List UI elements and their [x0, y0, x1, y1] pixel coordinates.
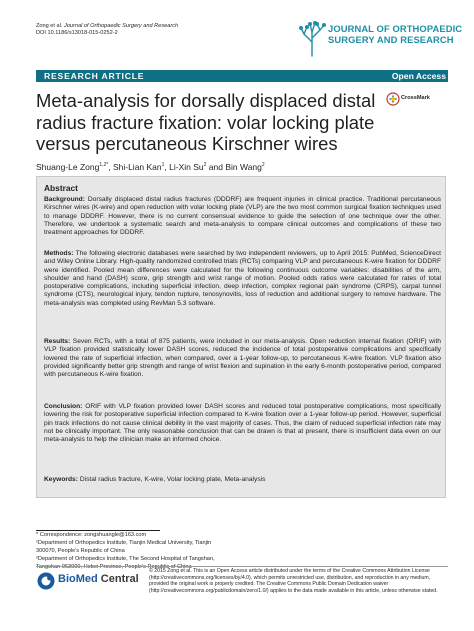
- abstract-results: Results: Seven RCTs, with a total of 875 patients, were included in our meta-analysis. Open reduction internal fixation (ORIF) with VLP fixation provided statistically lower DASH scores, reduced the incidence of total postoperative complications and specifically lowered the rate of superficial infection, when compared, over a 1-year follow-up, to percutaneous K-wire fixation. VLP fixation also provided significantly better grip strength and range of wrist flexion and supination in the early 6-month postoperative period, compared with percutaneous K-wire fixation.: [44, 338, 441, 379]
- author[interactable]: Shi-Lian Kan: [112, 162, 162, 172]
- abstract-background: Background: Dorsally displaced distal radius fractures (DDDRF) are frequent injuries in clinical practice. Traditional percutaneous Kirschner wires (K-wire) and open reduction with volar locking plate (VLP) are the two most common surgical fixation techniques used to manage DDDRF. However, there is no current consensual evidence to guide the selection of one technique over the other. Therefore, we undertook a systematic search and meta-analysis to compare clinical outcomes and complications of these two treatment approaches for DDDRF.: [44, 196, 441, 237]
- article-type: RESEARCH ARTICLE: [44, 71, 145, 81]
- author[interactable]: Li-Xin Su: [169, 162, 204, 172]
- license-text: © 2015 Zong et al. This is an Open Access article distributed under the terms of the Creative Commons Attribution License (http://creativecommons.org/licenses/by/4.0), which permits unrestricted use, distribution, and reproduction in any medium, provided the original work is properly credited. The Creative Commons Public Domain Dedication waiver (http://creativecommons.org/publicdomain/zero/1.0/) applies to the data made available in this article, unless otherwise stated.: [149, 568, 438, 595]
- open-access-label: Open Access: [391, 71, 446, 81]
- citation-line-1: Zong et al. Journal of Orthopaedic Surgery and Research: [36, 23, 179, 29]
- affiliation: Tangshan 063000, Hebei Province, People's Republic of China: [36, 563, 192, 570]
- biomed-central-logo-text: BioMed Central: [58, 573, 139, 585]
- abstract-conclusion: Conclusion: ORIF with VLP fixation provided lower DASH scores and reduced total postoperative complications, most specifically lowering the risk for postoperative superficial infection compared to K-wire fixation over a 1-year follow-up period. However, superficial pin track infections do not cause clinical debility in the vast majority of cases. Thus, the claim of reduced superficial infection rate may not be clinically important. The only reasonable conclusion that can be drawn is that at present, there is insufficient data even on our meta-analysis to help the clinician make an informed choice.: [44, 403, 441, 444]
- footnote-divider: [36, 530, 160, 531]
- author-list: Shuang-Le Zong$^{1,2*}$, Shi-Lian Kan$^1$, Li-Xin Su$^2$ and Bin Wang$^2$: [36, 162, 265, 172]
- abstract-heading: Abstract: [44, 183, 78, 193]
- article-title: Meta-analysis for dorsally displaced distal radius fracture fixation: volar locking plate versus percutaneous Kirschner wires: [36, 90, 376, 154]
- citation: [36, 23, 256, 38]
- affiliation: 300070, People's Republic of China: [36, 547, 125, 554]
- affiliation: ¹Department of Orthopedics Institute, Tianjin Medical University, Tianjin: [36, 539, 212, 546]
- author[interactable]: Shuang-Le Zong: [36, 162, 100, 172]
- affiliation: ²Department of Orthopedics Institute, The Second Hospital of Tangshan,: [36, 555, 215, 562]
- correspondence-email[interactable]: * Correspondence: zongshuangle@163.com: [36, 532, 147, 538]
- doi[interactable]: DOI 10.1186/s13018-015-0252-2: [36, 30, 118, 37]
- abstract-methods: Methods: The following electronic databases were searched by two independent reviewers, up to April 2015: PubMed, ScienceDirect and Wiley Online Library. High-quality randomized controlled trials (RCTs) comparing VLP and percutaneous K-wire fixation for DDDRF were identified. Pooled mean differences were calculated for the following continuous outcome variables: disabilities of the arm, shoulder and hand (DASH) score, grip strength and wrist range of motion. Pooled odds ratios were calculated for rates of total postoperative complications, including superficial infection, deep infection, complex regional pain syndrome (CRPS), carpal tunnel syndrome (CTS), neurological injury, tendon rupture, tenosynovitis, loss of reduction and additional surgery to remove hardware. The meta-analysis was completed using RevMan 5.3 software.: [44, 250, 441, 307]
- journal-logo-text: JOURNAL OF ORTHOPAEDIC SURGERY AND RESEARCH: [328, 23, 463, 45]
- citation-journal: Journal of Orthopaedic Surgery and Research: [64, 23, 179, 29]
- footer-divider: [36, 566, 448, 567]
- author[interactable]: Bin Wang: [225, 162, 262, 172]
- crossmark-label[interactable]: CrossMark: [401, 95, 430, 101]
- keywords: Keywords: Distal radius fracture, K-wire, Volar locking plate, Meta-analysis: [44, 476, 266, 483]
